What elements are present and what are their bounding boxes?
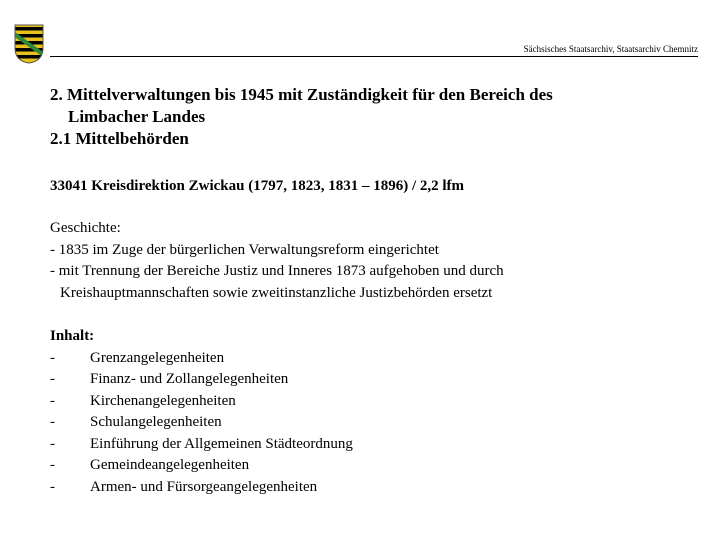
list-bullet: - [50,478,55,495]
list-bullet: - [50,349,55,366]
history-heading: Geschichte: [50,220,121,236]
list-item [50,434,353,456]
list-item-label: Finanz- und Zollangelegenheiten [90,371,289,387]
contents-section [50,326,353,498]
contents-heading: Inhalt: [50,328,95,344]
list-item-label: Grenzangelegenheiten [90,349,225,366]
list-bullet: - [50,371,55,387]
list-bullet: - [50,392,55,409]
list-item [50,455,353,477]
list-item [50,412,353,434]
list-item [50,369,353,391]
title-line: Limbacher Landes [68,107,206,126]
section-title [50,84,553,150]
list-item-label: Schulangelegenheiten [90,414,222,430]
history-line: - 1835 im Zuge der bürgerlichen Verwaltungsreform eingerichtet [50,241,439,258]
saxony-coat-of-arms-icon [14,24,44,64]
list-bullet: - [50,435,55,452]
title-line: 2. Mittelverwaltungen bis 1945 mit Zuständigkeit für den Bereich des [50,85,553,104]
list-item-label: Einführung der Allgemeinen Städteordnung [90,435,353,452]
list-item-label: Kirchenangelegenheiten [90,392,236,409]
history-section [50,218,504,304]
history-line: - mit Trennung der Bereiche Justiz und Inneres 1873 aufgehoben und durch [50,263,504,279]
list-item-label: Armen- und Fürsorgeangelegenheiten [90,478,318,495]
subsection-title: 2.1 Mittelbehörden [50,129,189,148]
list-bullet: - [50,457,55,473]
header-divider [50,56,698,57]
archive-name: Sächsisches Staatsarchiv, Staatsarchiv Chemnitz [523,44,698,54]
record-group-title: 33041 Kreisdirektion Zwickau (1797, 1823, 1831 – 1896) / 2,2 lfm [50,178,465,194]
list-item-label: Gemeindeangelegenheiten [90,457,250,473]
list-item [50,348,353,370]
list-item [50,391,353,413]
history-line: Kreishauptmannschaften sowie zweitinstanzliche Justizbehörden ersetzt [60,284,493,301]
list-item [50,477,353,499]
list-bullet: - [50,414,55,430]
